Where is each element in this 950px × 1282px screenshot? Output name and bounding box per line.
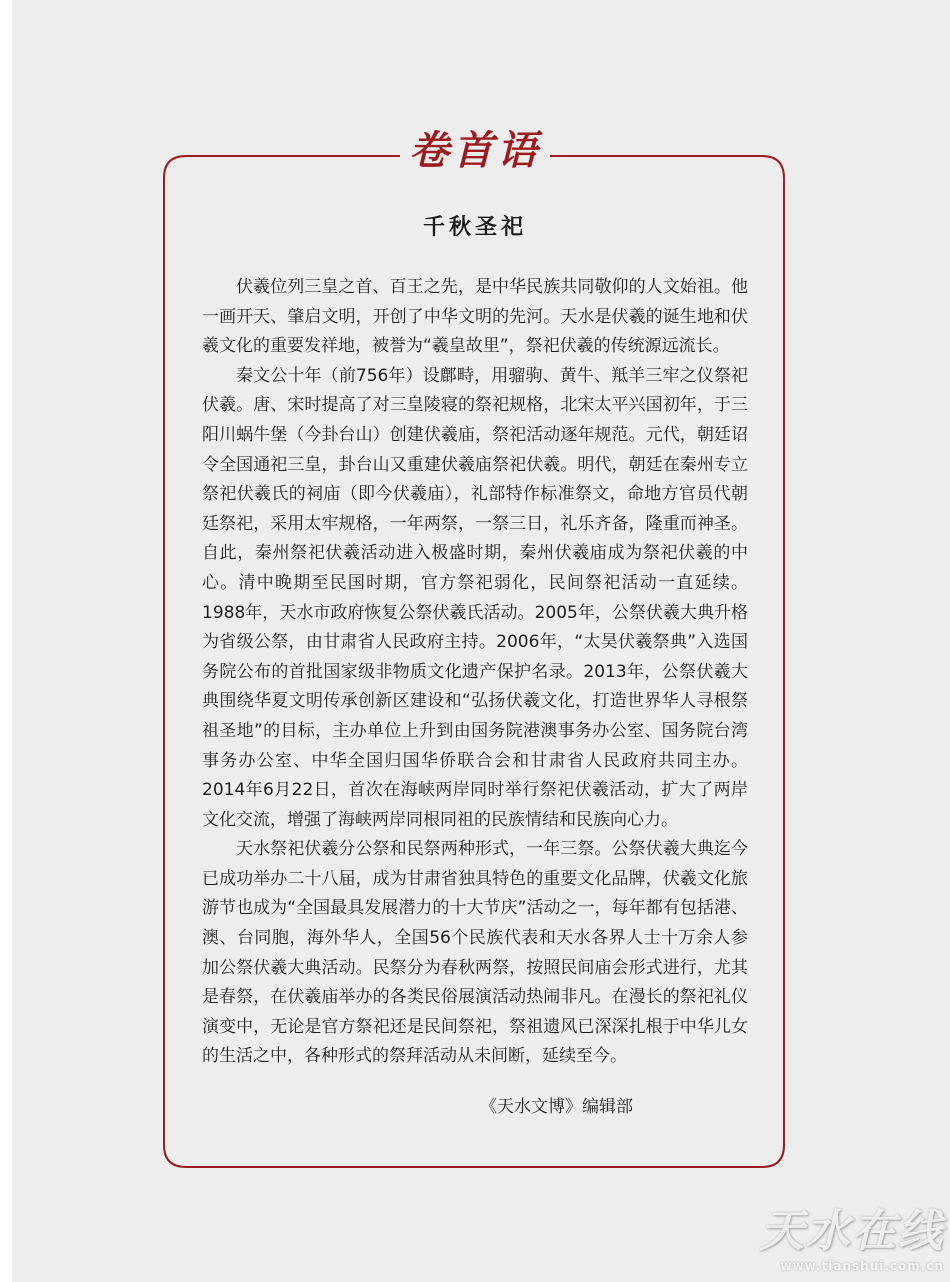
article-title: 千秋圣祀 — [422, 214, 527, 240]
paragraph: 秦文公十年（前756年）设鄜畤，用骝驹、黄牛、羝羊三牢之仪祭祀伏羲。唐、宋时提高了对三皇陵寝的祭祀规格，北宋太平兴国初年，于三阳川蜗牛堡（今卦台山）创建伏羲庙，祭祀活动逐年规范。元代，朝廷诏令全国通祀三皇，卦台山又重建伏羲庙祭祀伏羲。明代，朝廷在秦州专立祭祀伏羲氏的祠庙（即今伏羲庙），礼部特作标准祭文，命地方官员代朝廷祭祀，采用太牢规格，一年两祭，一祭三日，礼乐齐备，隆重而神圣。自此，秦州祭祀伏羲活动进入极盛时期，秦州伏羲庙成为祭祀伏羲的中心。清中晚期至民国时期，官方祭祀弱化，民间祭祀活动一直延续。1988年，天水市政府恢复公祭伏羲氏活动。2005年，公祭伏羲大典升格为省级公祭，由甘肃省人民政府主持。2006年，“太昊伏羲祭典”入选国务院公布的首批国家级非物质文化遗产保护名录。2013年，公祭伏羲大典围绕华夏文明传承创新区建设和“弘扬伏羲文化，打造世界华人寻根祭祖圣地”的目标，主办单位上升到由国务院港澳事务办公室、国务院台湾事务办公室、中华全国归国华侨联合会和甘肃省人民政府共同主办。2014年6月22日，首次在海峡两岸同时举行祭祀伏羲活动，扩大了两岸文化交流，增强了海峡两岸同根同祖的民族情结和民族向心力。 — [202, 365, 748, 830]
article-body — [202, 273, 748, 1072]
paragraph: 伏羲位列三皇之首、百王之先，是中华民族共同敬仰的人文始祖。他一画开天、肇启文明，开创了中华文明的先河。天水是伏羲的诞生地和伏羲文化的重要发祥地，被誉为“羲皇故里”，祭祀伏羲的传统源远流长。 — [202, 277, 748, 357]
paragraph: 天水祭祀伏羲分公祭和民祭两种形式，一年三祭。公祭伏羲大典迄今已成功举办二十八届，成为甘肃省独具特色的重要文化品牌，伏羲文化旅游节也成为“全国最具发展潜力的十大节庆”活动之一，每年都有包括港、澳、台同胞，海外华人，全国56个民族代表和天水各界人士十万余人参加公祭伏羲大典活动。民祭分为春秋两祭，按照民间庙会形式进行，尤其是春祭，在伏羲庙举办的各类民俗展演活动热闹非凡。在漫长的祭祀礼仪演变中，无论是官方祭祀还是民间祭祀，祭祖遗风已深深扎根于中华儿女的生活之中，各种形式的祭拜活动从未间断，延续至今。 — [202, 839, 748, 1067]
section-title: 卷首语 — [400, 120, 550, 182]
signature: 《天水文博》编辑部 — [480, 1097, 633, 1117]
watermark — [760, 1195, 950, 1282]
watermark-logo-text: 天水在线 — [760, 1206, 944, 1257]
watermark-url: www.tianshui.com.cn — [780, 1259, 944, 1273]
